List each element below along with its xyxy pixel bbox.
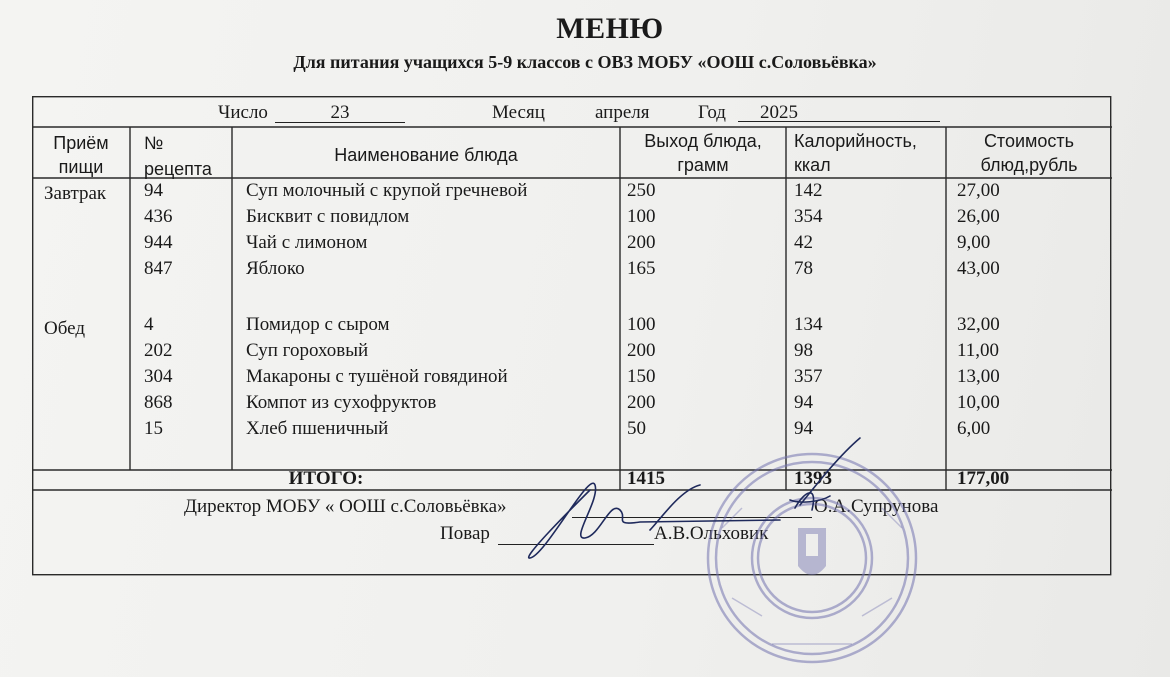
- header-dish: Наименование блюда: [334, 145, 518, 165]
- header-meal-line1: Приём: [53, 133, 109, 153]
- totals-label: ИТОГО:: [288, 468, 364, 489]
- recipe-number: 436: [144, 206, 173, 227]
- dish-calories: 42: [794, 232, 813, 253]
- dish-yield: 165: [627, 258, 656, 279]
- dish-name: Бисквит с повидлом: [246, 206, 410, 227]
- director-label: Директор МОБУ « ООШ с.Соловьёвка»: [184, 496, 507, 517]
- document-subtitle: Для питания учащихся 5-9 классов с ОВЗ МОБУ «ООШ с.Соловьёвка»: [293, 52, 877, 72]
- date-month-value: апреля: [595, 102, 650, 123]
- date-day-label: Число: [218, 102, 268, 123]
- dish-name: Суп молочный с крупой гречневой: [246, 180, 528, 201]
- header-recipe-line1: №: [144, 133, 164, 153]
- handwritten-signature: [500, 430, 880, 580]
- cook-label: Повар: [440, 523, 490, 544]
- document-title: МЕНЮ: [556, 12, 664, 45]
- dish-calories: 134: [794, 314, 823, 335]
- dish-yield: 100: [627, 314, 656, 335]
- header-cost-line2: блюд,рубль: [980, 155, 1078, 175]
- dish-cost: 10,00: [957, 392, 1000, 413]
- dish-yield: 100: [627, 206, 656, 227]
- dish-cost: 32,00: [957, 314, 1000, 335]
- date-day-value: 23: [275, 102, 405, 123]
- cook-name: А.В.Ольховик: [654, 523, 769, 544]
- header-yield-line2: грамм: [677, 155, 729, 175]
- dish-cost: 6,00: [957, 418, 991, 439]
- header-cost-line1: Стоимость: [983, 131, 1075, 151]
- recipe-number: 847: [144, 258, 173, 279]
- dish-yield: 200: [627, 232, 656, 253]
- recipe-number: 944: [144, 232, 173, 253]
- dish-yield: 250: [627, 180, 656, 201]
- dish-calories: 357: [794, 366, 823, 387]
- dish-name: Суп гороховый: [246, 340, 369, 361]
- dish-yield: 200: [627, 392, 656, 413]
- totals-cost: 177,00: [957, 468, 1010, 489]
- dish-yield: 50: [627, 418, 646, 439]
- totals-yield: 1415: [627, 468, 665, 489]
- dish-yield: 150: [627, 366, 656, 387]
- dish-name: Макароны с тушёной говядиной: [246, 366, 508, 387]
- dish-name: Яблоко: [246, 258, 305, 279]
- recipe-number: 304: [144, 366, 173, 387]
- recipe-number: 868: [144, 392, 173, 413]
- dish-cost: 11,00: [957, 340, 1000, 361]
- header-yield-line1: Выход блюда,: [644, 131, 762, 151]
- director-name: О.А.Супрунова: [814, 496, 939, 517]
- header-recipe-line2: рецепта: [144, 159, 212, 179]
- date-year-value: 2025: [738, 102, 940, 122]
- meal-label-breakfast: Завтрак: [44, 183, 107, 204]
- date-month-label: Месяц: [492, 102, 545, 123]
- dish-cost: 27,00: [957, 180, 1000, 201]
- dish-calories: 98: [794, 340, 813, 361]
- recipe-number: 15: [144, 418, 163, 439]
- dish-cost: 43,00: [957, 258, 1000, 279]
- recipe-number: 94: [144, 180, 163, 201]
- dish-calories: 94: [794, 418, 813, 439]
- dish-calories: 78: [794, 258, 813, 279]
- dish-calories: 94: [794, 392, 813, 413]
- date-year-label: Год: [698, 102, 726, 123]
- totals-calories: 1393: [794, 468, 832, 489]
- dish-name: Компот из сухофруктов: [246, 392, 437, 413]
- header-meal-line2: пищи: [58, 157, 104, 177]
- dish-yield: 200: [627, 340, 656, 361]
- dish-calories: 354: [794, 206, 823, 227]
- dish-cost: 26,00: [957, 206, 1000, 227]
- dish-calories: 142: [794, 180, 823, 201]
- meal-label-lunch: Обед: [44, 318, 85, 339]
- dish-cost: 9,00: [957, 232, 991, 253]
- recipe-number: 202: [144, 340, 173, 361]
- dish-name: Помидор с сыром: [246, 314, 390, 335]
- dish-name: Хлеб пшеничный: [246, 418, 389, 439]
- recipe-number: 4: [144, 314, 154, 335]
- header-calories-line2: ккал: [794, 155, 831, 175]
- header-calories-line1: Калорийность,: [794, 131, 917, 151]
- dish-cost: 13,00: [957, 366, 1000, 387]
- dish-name: Чай с лимоном: [246, 232, 368, 253]
